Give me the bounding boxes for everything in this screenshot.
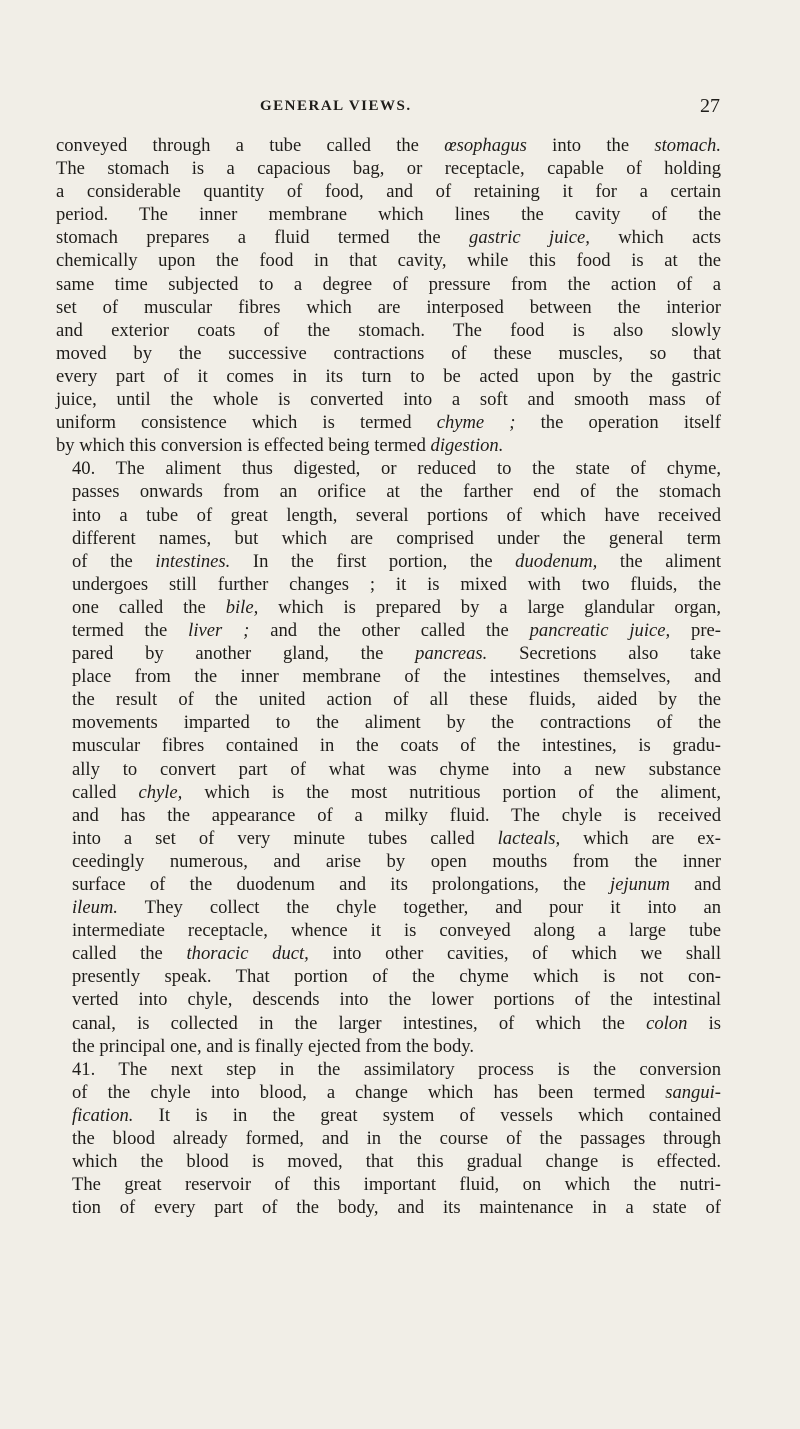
text-line: surface of the duodenum and its prolongations, the jejunum and bbox=[72, 874, 721, 895]
text-line: canal, is collected in the larger intestines, of which the colon is bbox=[72, 1012, 721, 1034]
text-line: which the blood is moved, that this gradual change is effected. bbox=[72, 1151, 721, 1173]
text-line: set of muscular fibres which are interposed between the interior bbox=[56, 296, 721, 318]
text-line: verted into chyle, descends into the lower portions of the intestinal bbox=[72, 989, 721, 1011]
text-line: stomach prepares a fluid termed the gastric juice, which acts bbox=[56, 227, 721, 249]
text-line: a considerable quantity of food, and of retaining it for a certain bbox=[56, 181, 721, 203]
text-line: same time subjected to a degree of pressure from the action of a bbox=[56, 273, 721, 295]
text-line: by which this conversion is effected being termed digestion. bbox=[56, 435, 504, 457]
text-line: movements imparted to the aliment by the contractions of the bbox=[72, 712, 721, 734]
text-line: presently speak. That portion of the chyme which is not con- bbox=[72, 966, 721, 988]
text-line: place from the inner membrane of the intestines themselves, and bbox=[72, 666, 721, 688]
text-line: termed the liver ; and the other called the pancreatic juice, pre- bbox=[72, 619, 721, 641]
running-title: GENERAL VIEWS. bbox=[260, 98, 412, 114]
text-line: into a tube of great length, several portions of which have received bbox=[72, 504, 721, 526]
text-line: ceedingly numerous, and arise by open mouths from the inner bbox=[72, 850, 721, 872]
paragraph-41 bbox=[56, 1058, 721, 1220]
text-line: 40. The aliment thus digested, or reduced to the state of chyme, bbox=[72, 458, 721, 480]
text-line: uniform consistence which is termed chyme ; the operation itself bbox=[56, 412, 721, 434]
text-line: passes onwards from an orifice at the farther end of the stomach bbox=[72, 481, 721, 503]
text-line: undergoes still further changes ; it is mixed with two fluids, the bbox=[72, 573, 721, 595]
text-line: period. The inner membrane which lines the cavity of the bbox=[56, 204, 721, 226]
text-line: different names, but which are comprised under the general term bbox=[72, 527, 721, 549]
body-text bbox=[56, 134, 721, 1219]
text-line: juice, until the whole is converted into a soft and smooth mass of bbox=[56, 389, 721, 411]
paragraph-40 bbox=[56, 457, 721, 1057]
text-line: The stomach is a capacious bag, or receptacle, capable of holding bbox=[56, 158, 721, 180]
text-line: pared by another gland, the pancreas. Secretions also take bbox=[72, 643, 721, 665]
text-line: ileum. They collect the chyle together, and pour it into an bbox=[72, 897, 721, 919]
text-line: the blood already formed, and in the course of the passages through bbox=[72, 1128, 721, 1150]
text-line: of the intestines. In the first portion, the duodenum, the aliment bbox=[72, 550, 721, 572]
page-header bbox=[255, 96, 720, 122]
text-line: of the chyle into blood, a change which has been termed sangui- bbox=[72, 1081, 721, 1103]
text-line: The great reservoir of this important fluid, on which the nutri- bbox=[72, 1174, 721, 1196]
page-number: 27 bbox=[700, 95, 720, 117]
text-line: called the thoracic duct, into other cavities, of which we shall bbox=[72, 943, 721, 965]
text-line: one called the bile, which is prepared by a large glandular organ, bbox=[72, 596, 721, 618]
text-line: moved by the successive contractions of these muscles, so that bbox=[56, 342, 721, 364]
text-line: chemically upon the food in that cavity, while this food is at the bbox=[56, 250, 721, 272]
text-line: called chyle, which is the most nutritious portion of the aliment, bbox=[72, 781, 721, 803]
text-line: intermediate receptacle, whence it is conveyed along a large tube bbox=[72, 920, 721, 942]
text-line: every part of it comes in its turn to be acted upon by the gastric bbox=[56, 365, 721, 387]
text-line: fication. It is in the great system of vessels which contained bbox=[72, 1104, 721, 1126]
text-line: the principal one, and is finally ejected from the body. bbox=[72, 1035, 475, 1057]
text-line: 41. The next step in the assimilatory process is the conversion bbox=[72, 1058, 721, 1080]
text-line: ally to convert part of what was chyme into a new substance bbox=[72, 758, 721, 780]
text-line: tion of every part of the body, and its maintenance in a state of bbox=[72, 1197, 721, 1219]
text-line: conveyed through a tube called the œsophagus into the stomach. bbox=[56, 135, 721, 156]
text-line: the result of the united action of all these fluids, aided by the bbox=[72, 689, 721, 711]
text-line: into a set of very minute tubes called lacteals, which are ex- bbox=[72, 827, 722, 849]
text-line: and exterior coats of the stomach. The food is also slowly bbox=[56, 319, 721, 341]
text-line: muscular fibres contained in the coats of the intestines, is gradu- bbox=[72, 735, 721, 757]
text-line: and has the appearance of a milky fluid. The chyle is received bbox=[72, 804, 721, 826]
paragraph-continuation bbox=[56, 134, 721, 457]
